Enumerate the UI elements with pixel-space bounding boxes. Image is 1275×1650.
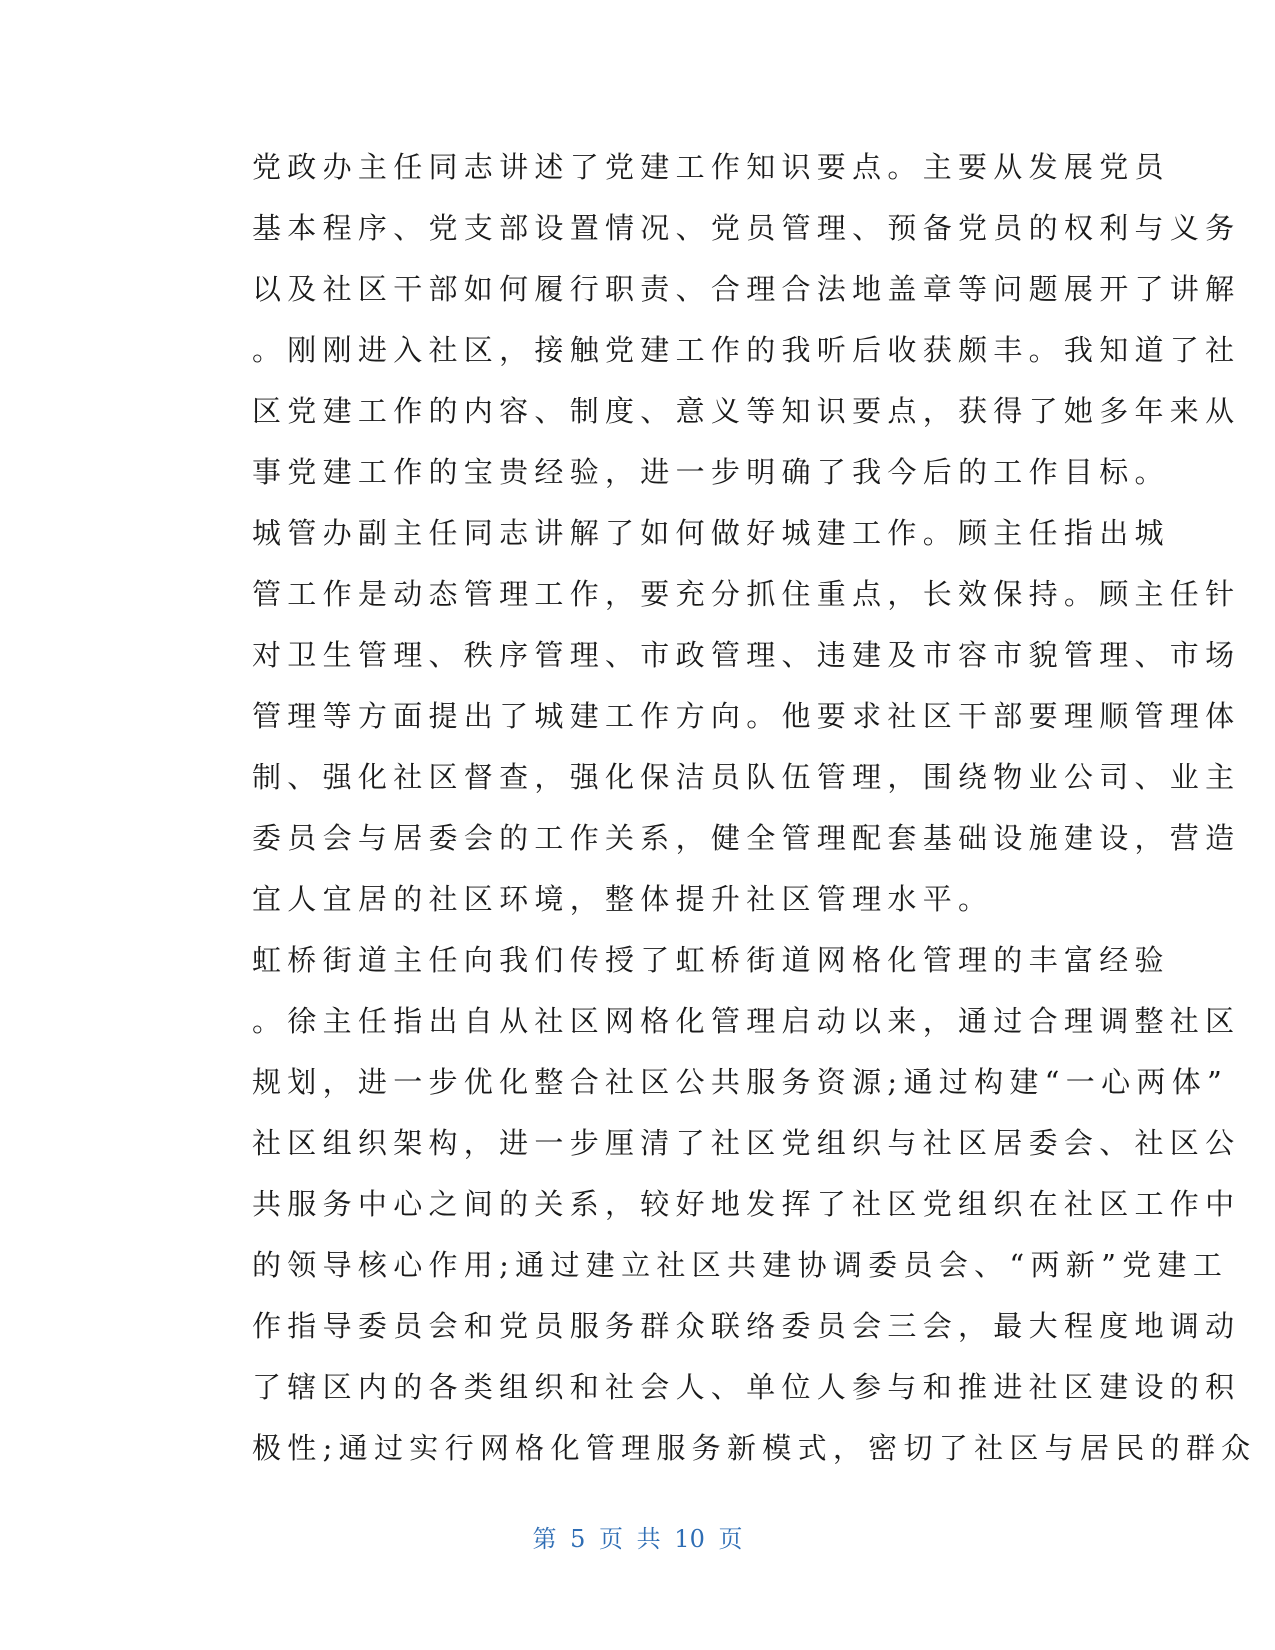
text-line: 社区组织架构，进一步厘清了社区党组织与社区居委会、社区公 [252, 1126, 1241, 1160]
text-line: 委员会与居委会的工作关系，健全管理配套基础设施建设，营造 [252, 821, 1241, 855]
text-line: 事党建工作的宝贵经验，进一步明确了我今后的工作目标。 [252, 455, 1170, 489]
paragraph-1 [190, 137, 1241, 503]
text-line: 城管办副主任同志讲解了如何做好城建工作。顾主任指出城 [252, 516, 1170, 550]
document-body [190, 137, 1257, 1479]
text-line: 。徐主任指出自从社区网格化管理启动以来，通过合理调整社区 [252, 1004, 1241, 1038]
text-line: 党政办主任同志讲述了党建工作知识要点。主要从发展党员 [252, 150, 1170, 184]
text-line: 以及社区干部如何履行职责、合理合法地盖章等问题展开了讲解 [252, 272, 1241, 306]
paragraph-2 [190, 503, 1241, 930]
text-line: 共服务中心之间的关系，较好地发挥了社区党组织在社区工作中 [252, 1187, 1241, 1221]
text-line: 的领导核心作用;通过建立社区共建协调委员会、“两新”党建工 [252, 1248, 1229, 1282]
paragraph-3 [190, 930, 1257, 1479]
text-line: 。刚刚进入社区，接触党建工作的我听后收获颇丰。我知道了社 [252, 333, 1241, 367]
text-line: 管理等方面提出了城建工作方向。他要求社区干部要理顺管理体 [252, 699, 1241, 733]
page-number-footer: 第 5 页 共 10 页 [532, 1525, 743, 1553]
text-line: 区党建工作的内容、制度、意义等知识要点，获得了她多年来从 [252, 394, 1241, 428]
text-line: 制、强化社区督查，强化保洁员队伍管理，围绕物业公司、业主 [252, 760, 1241, 794]
text-line: 作指导委员会和党员服务群众联络委员会三会，最大程度地调动 [252, 1309, 1241, 1343]
text-line: 宜人宜居的社区环境，整体提升社区管理水平。 [252, 882, 994, 916]
text-line: 基本程序、党支部设置情况、党员管理、预备党员的权利与义务 [252, 211, 1241, 245]
text-line: 管工作是动态管理工作，要充分抓住重点，长效保持。顾主任针 [252, 577, 1241, 611]
text-line: 对卫生管理、秩序管理、市政管理、违建及市容市貌管理、市场 [252, 638, 1241, 672]
text-line: 虹桥街道主任向我们传授了虹桥街道网格化管理的丰富经验 [252, 943, 1170, 977]
text-line: 规划，进一步优化整合社区公共服务资源;通过构建“一心两体” [252, 1065, 1229, 1099]
text-line: 极性;通过实行网格化管理服务新模式，密切了社区与居民的群众 [252, 1431, 1257, 1465]
text-line: 了辖区内的各类组织和社会人、单位人参与和推进社区建设的积 [252, 1370, 1241, 1404]
